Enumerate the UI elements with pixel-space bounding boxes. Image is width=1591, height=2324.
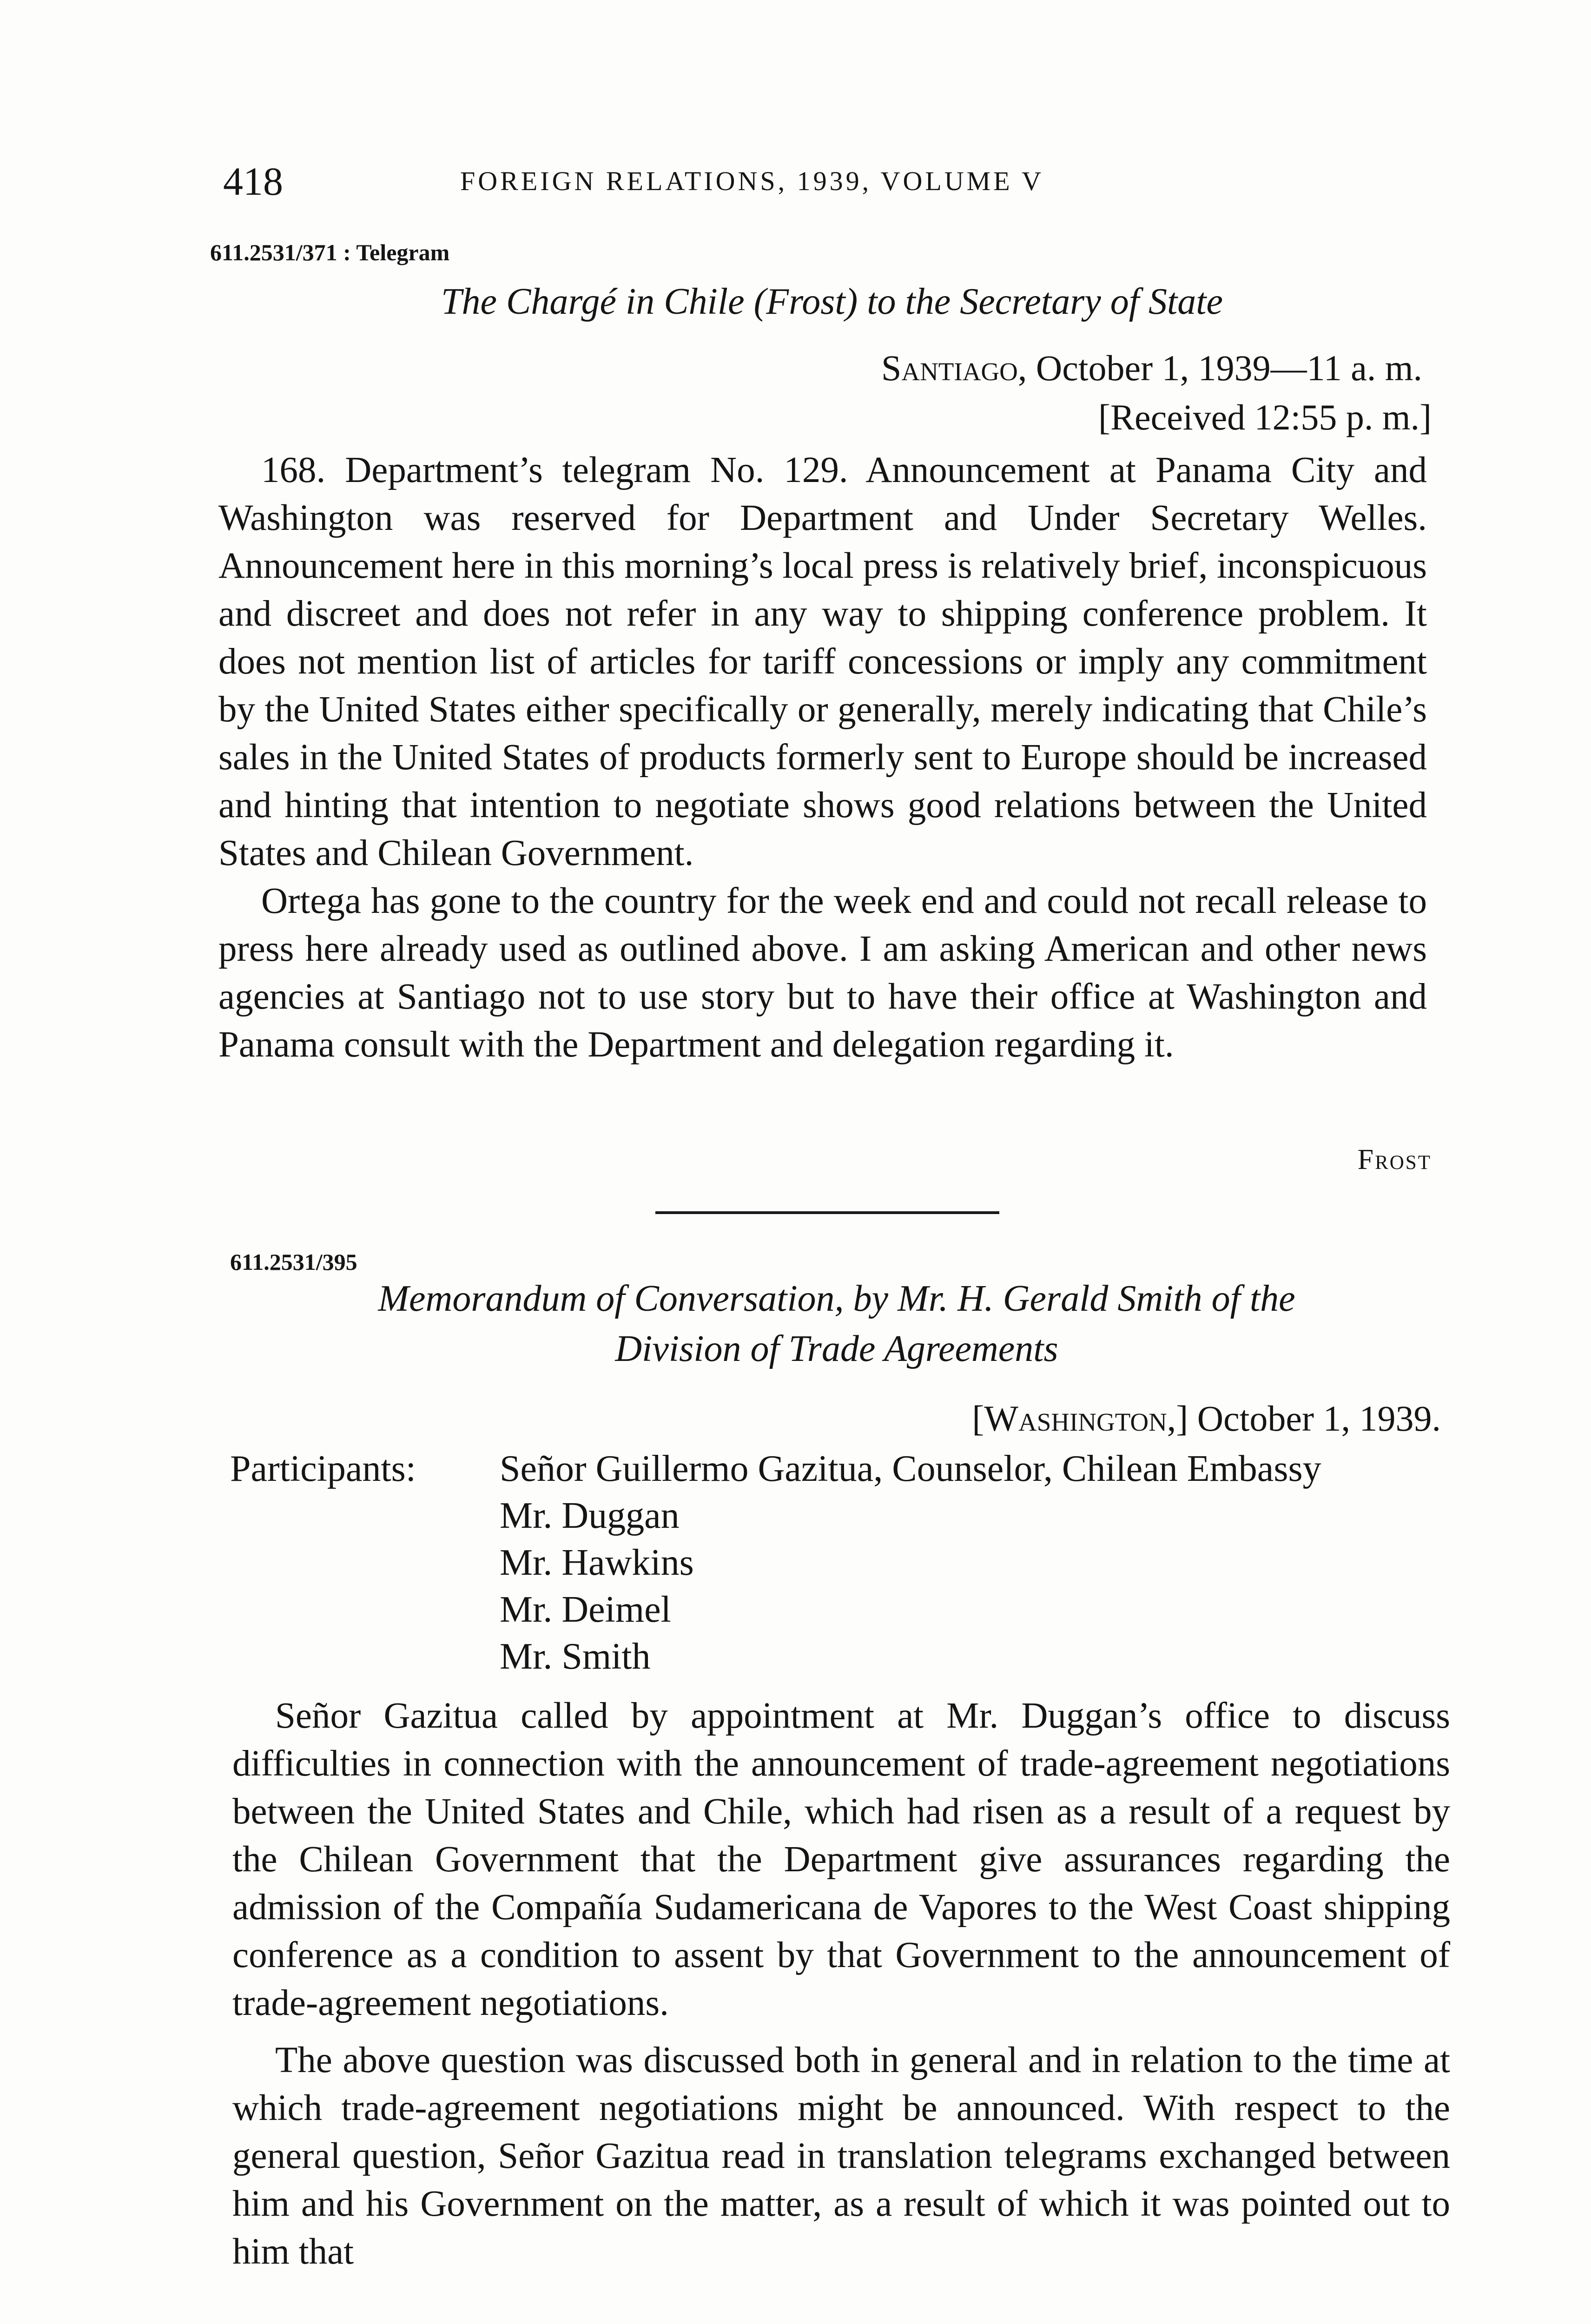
telegram-body: [218, 446, 1427, 1069]
memorandum-paragraph: Señor Gazitua called by appointment at Mr. Duggan’s office to discuss difficulties in connection with the announcement of trade-agreement negotiations between the United States and Chile, which had risen as a result of a request by the Chilean Government that the Department give assurances regarding the admission of the Compañía Sudamericana de Vapores to the West Coast shipping conference as a condition to assent by that Government to the announcement of trade-agreement negotiations.: [232, 1696, 1450, 2023]
telegram-date: October 1, 1939—11 a. m.: [1036, 348, 1422, 388]
telegram-place: Santiago,: [881, 348, 1027, 388]
page-number: 418: [223, 159, 283, 204]
page-header: [223, 153, 1441, 209]
memorandum-dateline: [223, 1394, 1441, 1443]
participant-name: Mr. Duggan: [500, 1495, 680, 1536]
participants-label: Participants:: [230, 1448, 416, 1489]
memorandum-date: October 1, 1939.: [1197, 1398, 1441, 1439]
memorandum-title-line-2: Division of Trade Agreements: [615, 1328, 1058, 1369]
telegram-file-ref: 611.2531/371 : Telegram: [210, 239, 450, 265]
telegram-paragraph: 168. Department’s telegram No. 129. Announcement at Panama City and Washington was reserved for Department and Under Secretary Welles. Announcement here in this morning’s local press is relatively brief, inconspicuous and discreet and does not refer in any way to shipping conference problem. It does not mention list of articles for tariff concessions or imply any commitment by the United States either specifically or generally, merely indicating that Chile’s sales in the United States of products formerly sent to Europe should be increased and hinting that intention to negotiate shows good relations between the United States and Chilean Government.: [218, 450, 1427, 873]
telegram-signature: Frost: [1357, 1144, 1432, 1175]
memorandum-paragraph: The above question was discussed both in general and in relation to the time at which trade-agreement negotiations might be announced. With respect to the general question, Señor Gazitua read in translation telegrams exchanged between him and his Government on the matter, as a result of which it was pointed out to him that: [232, 2040, 1450, 2272]
memorandum-title-line-1: Memorandum of Conversation, by Mr. H. Gerald Smith of the: [378, 1278, 1295, 1319]
telegram-title: The Chargé in Chile (Frost) to the Secretary of State: [441, 281, 1223, 322]
participant-name: Señor Guillermo Gazitua, Counselor, Chilean Embassy: [500, 1448, 1321, 1489]
participant-name: Mr. Hawkins: [500, 1542, 694, 1583]
telegram-received: [Received 12:55 p. m.]: [1098, 397, 1432, 437]
telegram-paragraph: Ortega has gone to the country for the week end and could not recall release to press here already used as outlined above. I am asking American and other news agencies at Santiago not to use story but to have their office at Washington and Panama consult with the Department and delegation regarding it.: [218, 881, 1427, 1065]
memorandum-body: [232, 1692, 1450, 2276]
section-divider: [655, 1211, 999, 1214]
telegram-dateline: [223, 344, 1422, 392]
memorandum-place: [Washington,]: [972, 1398, 1188, 1439]
running-head: FOREIGN RELATIONS, 1939, VOLUME V: [460, 166, 1044, 196]
participants-list: [500, 1446, 1457, 1680]
participant-name: Mr. Smith: [500, 1636, 651, 1677]
memorandum-title: [223, 1274, 1450, 1374]
participant-name: Mr. Deimel: [500, 1589, 671, 1630]
memorandum-file-ref: 611.2531/395: [230, 1249, 357, 1275]
